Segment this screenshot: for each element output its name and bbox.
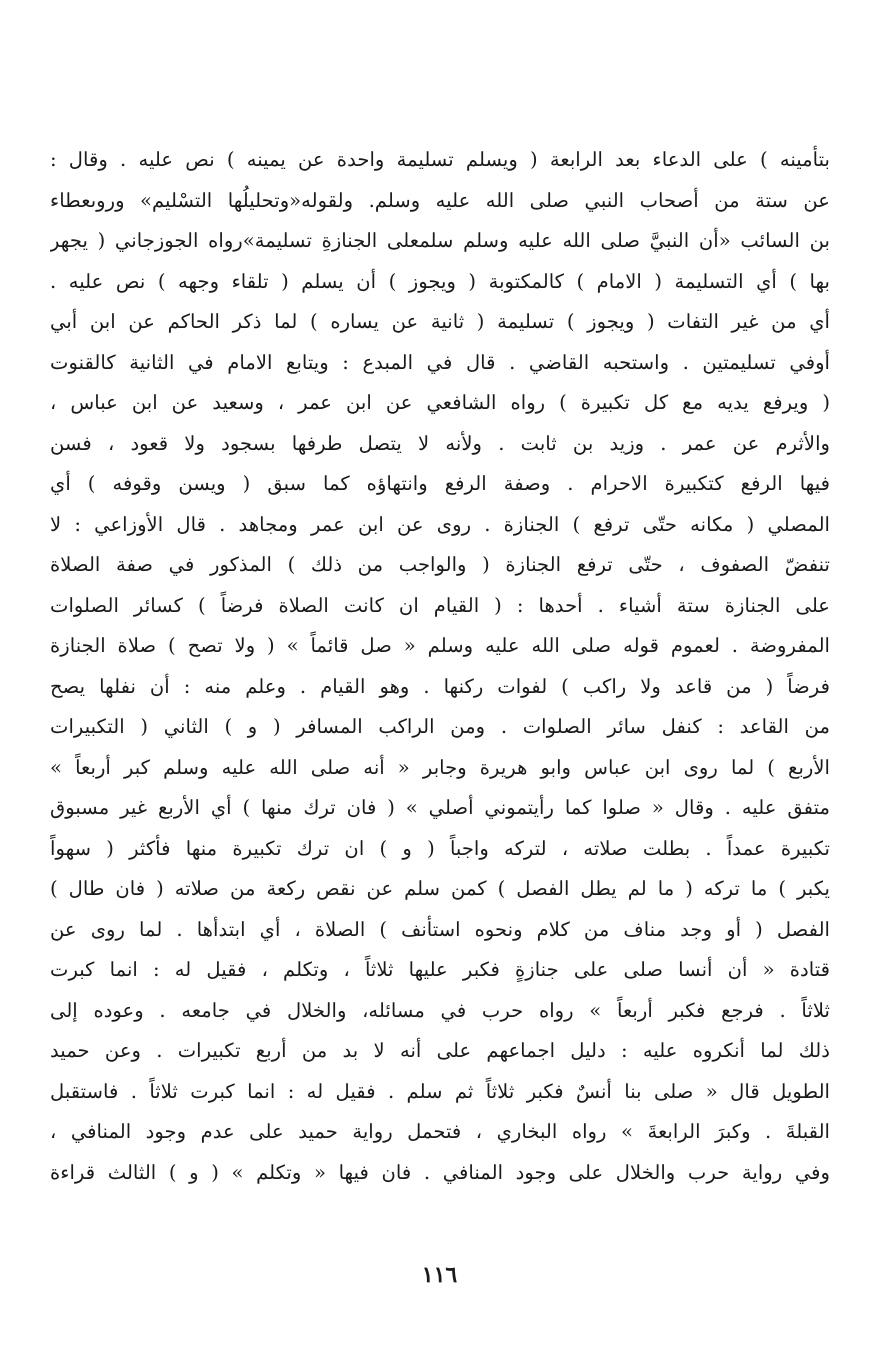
text-line-13: المفروضة . لعموم قوله صلى الله عليه وسلم « صل قائماً » ( ولا تصح ) صلاة الجنازة xyxy=(50,634,830,657)
text-line-3: بن السائب «أن النبيَّ صلى الله عليه وسلم سلمعلى الجنازةِ تسليمة»رواه الجوزجاني ( يجهر xyxy=(50,229,830,252)
text-line-4: بها ) أي التسليمة ( الامام ) كالمكتوبة ( ويجوز ) أن يسلم ( تلقاء وجهه ) نص عليه . xyxy=(50,269,830,293)
text-line-1: بتأمينه ) على الدعاء بعد الرابعة ( ويسلم تسليمة واحدة عن يمينه ) نص عليه . وقال : xyxy=(50,148,830,171)
text-line-23: ذلك لما أنكروه عليه : دليل اجماعهم على أنه لا بد من أربع تكبيرات . وعن حميد xyxy=(50,1039,830,1062)
text-line-21: قتادة « أن أنسا صلى على جنازةٍ فكبر عليها ثلاثاً ، وتكلم ، فقيل له : انما كبرت xyxy=(50,958,830,981)
text-line-26: وفي رواية حرب والخلال على وجود المنافي . فان فيها « وتكلم » ( و ) الثالث قراءة xyxy=(50,1160,830,1184)
text-line-11: تنفضّ الصفوف ، حتّى ترفع الجنازة ( والواجب من ذلك ) المذكور في صفة الصلاة xyxy=(50,553,830,576)
text-line-15: من القاعد : كنفل سائر الصلوات . ومن الراكب المسافر ( و ) الثاني ( التكبيرات xyxy=(50,715,830,738)
text-line-7: ( ويرفع يديه مع كل تكبيرة ) رواه الشافعي عن ابن عمر ، وسعيد عن ابن عباس ، xyxy=(50,391,830,414)
text-line-25: القبلةَ . وكبرَ الرابعةَ » رواه البخاري ، فتحمل رواية حميد على عدم وجود المنافي ، xyxy=(50,1120,830,1143)
text-line-5: أي من غير التفات ( ويجوز ) تسليمة ( ثانية عن يساره ) لما ذكر الحاكم عن ابن أبي xyxy=(50,310,830,333)
text-line-12: على الجنازة ستة أشياء . أحدها : ( القيام ان كانت الصلاة فرضاً ) كسائر الصلوات xyxy=(50,593,830,617)
text-line-17: متفق عليه . وقال « صلوا كما رأيتموني أصلي » ( فان ترك منها ) أي الأربع غير مسبوق xyxy=(50,796,830,819)
text-line-16: الأربع ) لما روى ابن عباس وابو هريرة وجابر « أنه صلى الله عليه وسلم كبر أربعاً » xyxy=(50,755,830,779)
text-line-19: يكبر ) ما تركه ( ما لم يطل الفصل ) كمن سلم عن نقص ركعة من صلاته ( فان طال ) xyxy=(50,877,830,900)
text-line-24: الطويل قال « صلى بنا أنسٌ فكبر ثلاثاً ثم سلم . فقيل له : انما كبرت ثلاثاً . فاستقبل xyxy=(50,1079,830,1103)
text-line-6: أوفي تسليمتين . واستحبه القاضي . قال في المبدع : ويتابع الامام في الثانية كالقنوت xyxy=(50,350,830,374)
body-text xyxy=(50,140,830,1193)
text-line-18: تكبيرة عمداً . بطلت صلاته ، لتركه واجباً ( و ) ان ترك تكبيرة منها فأكثر ( سهواً xyxy=(50,836,830,860)
text-line-10: المصلي ( مكانه حتّى ترفع ) الجنازة . روى عن ابن عمر ومجاهد . قال الأوزاعي : لا xyxy=(50,512,830,536)
text-line-22: ثلاثاً . فرجع فكبر أربعاً » رواه حرب في مسائله، والخلال في جامعه . وعوده إلى xyxy=(50,998,830,1022)
text-line-8: والأثرم عن عمر . وزيد بن ثابت . ولأنه لا يتصل طرفها بسجود ولا قعود ، فسن xyxy=(50,431,830,455)
text-line-20: الفصل ( أو وجد مناف من كلام ونحوه استأنف ) الصلاة ، أي ابتدأها . لما روى عن xyxy=(50,917,830,941)
text-line-9: فيها الرفع كتكبيرة الاحرام . وصفة الرفع وانتهاؤه كما سبق ( ويسن وقوفه ) أي xyxy=(50,472,830,495)
text-line-2: عن ستة من أصحاب النبي صلى الله عليه وسلم. ولقوله«وتحليلُها التسْليم» وروىعطاء xyxy=(50,188,830,212)
page-number: ١١٦ xyxy=(421,1262,458,1288)
text-line-14: فرضاً ( من قاعد ولا راكب ) لفوات ركنها . وهو القيام . وعلم منه : أن نفلها يصح xyxy=(50,674,830,698)
